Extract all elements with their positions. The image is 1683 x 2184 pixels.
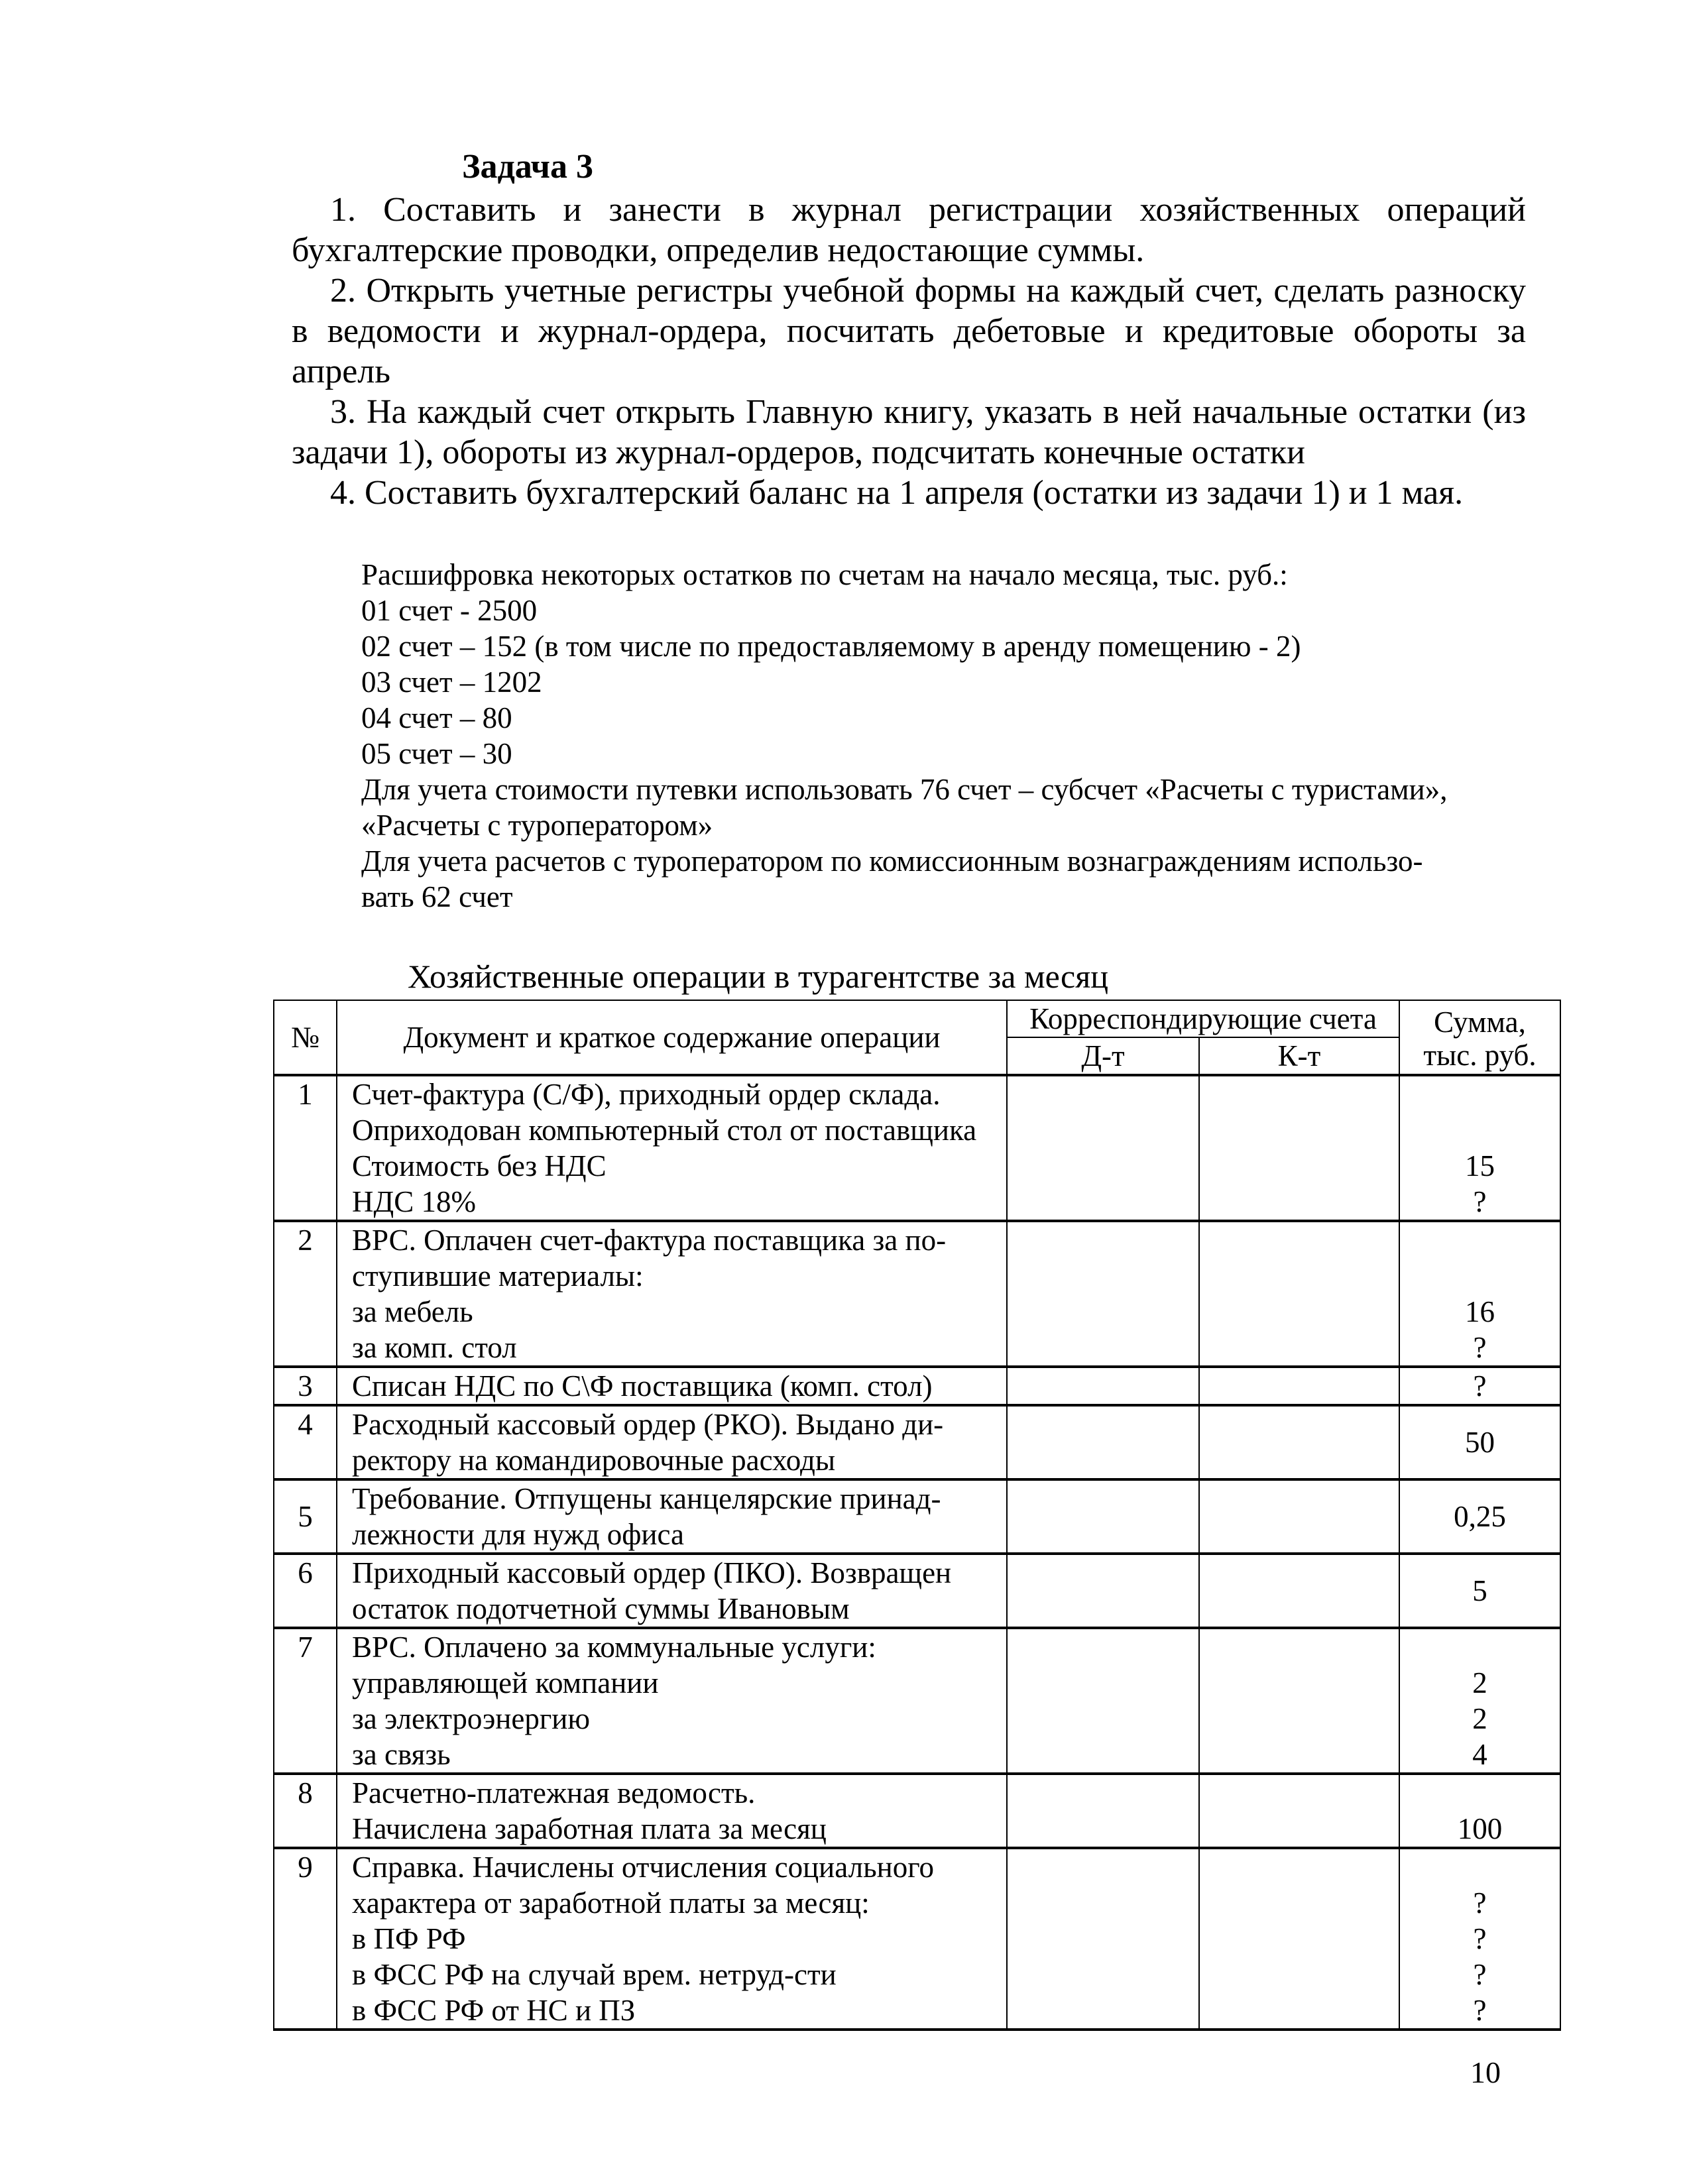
row-description: [337, 1554, 1007, 1628]
desc-line: за комп. стол: [352, 1331, 517, 1364]
row-no: 8: [274, 1774, 337, 1848]
note-account-62-line2: вать 62 счет: [361, 880, 513, 913]
desc-line: Справка. Начислены отчисления социального: [352, 1851, 935, 1884]
row-debit[interactable]: [1007, 1405, 1199, 1479]
row-debit[interactable]: [1007, 1774, 1199, 1848]
sum-value: [1400, 1222, 1560, 1258]
note-account-76-line1: Для учета стоимости путевки использовать 76 счет – субсчет «Расчеты с туристами»,: [361, 773, 1448, 806]
header-credit: К-т: [1199, 1037, 1399, 1075]
desc-line: в ФСС РФ на случай врем. нетруд-сти: [352, 1958, 837, 1991]
sum-value: 15: [1465, 1149, 1495, 1182]
desc-line: характера от заработной платы за месяц:: [352, 1886, 870, 1920]
row-no: 5: [274, 1479, 337, 1554]
row-credit[interactable]: [1199, 1774, 1399, 1848]
sum-value: 2: [1472, 1666, 1487, 1699]
table-row: [274, 1221, 1560, 1367]
desc-line: за связь: [352, 1738, 451, 1771]
desc-line: управляющей компании: [352, 1666, 659, 1699]
row-credit[interactable]: [1199, 1075, 1399, 1221]
row-credit[interactable]: [1199, 1405, 1399, 1479]
row-debit[interactable]: [1007, 1554, 1199, 1628]
sum-value: ?: [1473, 1922, 1487, 1955]
row-no: 6: [274, 1554, 337, 1628]
sum-value: ?: [1473, 1994, 1487, 2027]
desc-line: в ФСС РФ от НС и ПЗ: [352, 1994, 636, 2027]
page-number: 10: [1470, 2055, 1501, 2089]
desc-line: ступившие материалы:: [352, 1259, 644, 1293]
row-credit[interactable]: [1199, 1221, 1399, 1367]
row-sum: [1399, 1628, 1560, 1774]
row-description: [337, 1628, 1007, 1774]
desc-line: ВРС. Оплачено за коммунальные услуги:: [352, 1631, 876, 1664]
row-credit[interactable]: [1199, 1848, 1399, 2030]
table-row: [274, 1405, 1560, 1479]
sum-value: [1400, 1775, 1560, 1811]
sum-value: [1400, 1258, 1560, 1294]
sum-value: 4: [1472, 1738, 1487, 1771]
row-no: 4: [274, 1405, 337, 1479]
header-sum-line1: Сумма,: [1434, 1006, 1526, 1039]
desc-line: в ПФ РФ: [352, 1922, 466, 1955]
desc-line: Приходный кассовый ордер (ПКО). Возвращен: [352, 1556, 952, 1589]
row-credit[interactable]: [1199, 1479, 1399, 1554]
sum-value: [1400, 1076, 1560, 1112]
header-no: №: [274, 1000, 337, 1075]
task-item-2: 2. Открыть учетные регистры учебной формы на каждый счет, сделать разноску в ведомости и журнал-ордера, посчитать дебетовые и кредитовые обороты за апрель: [292, 272, 1526, 390]
task-item-3: 3. На каждый счет открыть Главную книгу, указать в ней начальные остатки (из задачи 1), обороты из журнал-ордеров, подсчитать конечные остатки: [292, 393, 1526, 471]
desc-line: остаток подотчетной суммы Ивановым: [352, 1592, 850, 1625]
desc-line: ВРС. Оплачен счет-фактура поставщика за по-: [352, 1224, 947, 1257]
desc-line: за электроэнергию: [352, 1702, 590, 1735]
note-account-76-line2: «Расчеты с туроператором»: [361, 809, 713, 842]
row-sum: [1399, 1367, 1560, 1405]
notes-intro: Расшифровка некоторых остатков по счетам на начало месяца, тыс. руб.:: [361, 558, 1288, 591]
row-description: [337, 1367, 1007, 1405]
row-description: [337, 1221, 1007, 1367]
row-no: 7: [274, 1628, 337, 1774]
row-debit[interactable]: [1007, 1367, 1199, 1405]
row-sum: [1399, 1848, 1560, 2030]
table-caption: Хозяйственные операции в турагентстве за месяц: [408, 958, 1109, 995]
sum-value: ?: [1473, 1185, 1487, 1218]
table-row: [274, 1554, 1560, 1628]
desc-line: Стоимость без НДС: [352, 1149, 607, 1182]
header-accounts: Корреспондирующие счета: [1007, 1000, 1399, 1037]
row-credit[interactable]: [1199, 1628, 1399, 1774]
row-debit[interactable]: [1007, 1628, 1199, 1774]
table-row: [274, 1367, 1560, 1405]
desc-line: за мебель: [352, 1295, 473, 1328]
row-no: 2: [274, 1221, 337, 1367]
desc-line: НДС 18%: [352, 1185, 476, 1218]
operations-table: [273, 1000, 1561, 2031]
task-item-4: 4. Составить бухгалтерский баланс на 1 апреля (остатки из задачи 1) и 1 мая.: [330, 474, 1464, 512]
row-no: 1: [274, 1075, 337, 1221]
row-credit[interactable]: [1199, 1367, 1399, 1405]
note-account-62-line1: Для учета расчетов с туроператором по комиссионным вознаграждениям использо-: [361, 844, 1423, 878]
row-no: 3: [274, 1367, 337, 1405]
desc-line: ректору на командировочные расходы: [352, 1444, 836, 1477]
row-sum: 5: [1399, 1554, 1560, 1628]
row-description: [337, 1848, 1007, 2030]
row-description: [337, 1405, 1007, 1479]
row-description: [337, 1479, 1007, 1554]
task-heading: Задача 3: [462, 148, 593, 186]
sum-value: ?: [1473, 1369, 1487, 1403]
desc-line: Счет-фактура (С/Ф), приходный ордер склада.: [352, 1078, 941, 1111]
desc-line: Списан НДС по С\Ф поставщика (комп. стол): [352, 1369, 933, 1403]
note-account-05: 05 счет – 30: [361, 737, 512, 770]
sum-value: ?: [1473, 1331, 1487, 1364]
balance-notes: [361, 557, 1501, 915]
desc-line: Начислена заработная плата за месяц: [352, 1812, 827, 1845]
row-sum: [1399, 1221, 1560, 1367]
row-sum: [1399, 1774, 1560, 1848]
header-sum: [1399, 1000, 1560, 1075]
row-sum: [1399, 1075, 1560, 1221]
sum-value: [1400, 1112, 1560, 1148]
row-debit[interactable]: [1007, 1075, 1199, 1221]
note-account-02: 02 счет – 152 (в том числе по предоставляемому в аренду помещению - 2): [361, 630, 1301, 663]
note-account-01: 01 счет - 2500: [361, 594, 538, 627]
table-row: [274, 1628, 1560, 1774]
table-row: [274, 1075, 1560, 1221]
sum-value: ?: [1473, 1958, 1487, 1991]
row-debit[interactable]: [1007, 1848, 1199, 2030]
sum-value: [1400, 1849, 1560, 1885]
header-debit: Д-т: [1007, 1037, 1199, 1075]
header-sum-line2: тыс. руб.: [1423, 1039, 1537, 1072]
desc-line: Оприходован компьютерный стол от поставщика: [352, 1114, 977, 1147]
row-description: [337, 1075, 1007, 1221]
header-description: Документ и краткое содержание операции: [337, 1000, 1007, 1075]
table-row: [274, 1848, 1560, 2030]
row-sum: 50: [1399, 1405, 1560, 1479]
note-account-04: 04 счет – 80: [361, 701, 512, 734]
table-row: [274, 1774, 1560, 1848]
sum-value: 2: [1472, 1702, 1487, 1735]
row-credit[interactable]: [1199, 1554, 1399, 1628]
row-debit[interactable]: [1007, 1479, 1199, 1554]
task-list: [292, 190, 1526, 513]
sum-value: [1400, 1629, 1560, 1665]
sum-value: 100: [1457, 1812, 1503, 1845]
row-no: 9: [274, 1848, 337, 2030]
task-item-1: 1. Составить и занести в журнал регистрации хозяйственных операций бухгалтерские проводки, определив недостающие суммы.: [292, 191, 1526, 269]
desc-line: лежности для нужд офиса: [352, 1518, 684, 1551]
table-row: [274, 1479, 1560, 1554]
row-sum: 0,25: [1399, 1479, 1560, 1554]
sum-value: 16: [1465, 1295, 1495, 1328]
desc-line: Расходный кассовый ордер (РКО). Выдано ди-: [352, 1408, 944, 1441]
desc-line: Расчетно-платежная ведомость.: [352, 1776, 756, 1810]
row-description: [337, 1774, 1007, 1848]
row-debit[interactable]: [1007, 1221, 1199, 1367]
sum-value: ?: [1473, 1886, 1487, 1920]
note-account-03: 03 счет – 1202: [361, 665, 542, 699]
desc-line: Требование. Отпущены канцелярские принад-: [352, 1482, 941, 1515]
